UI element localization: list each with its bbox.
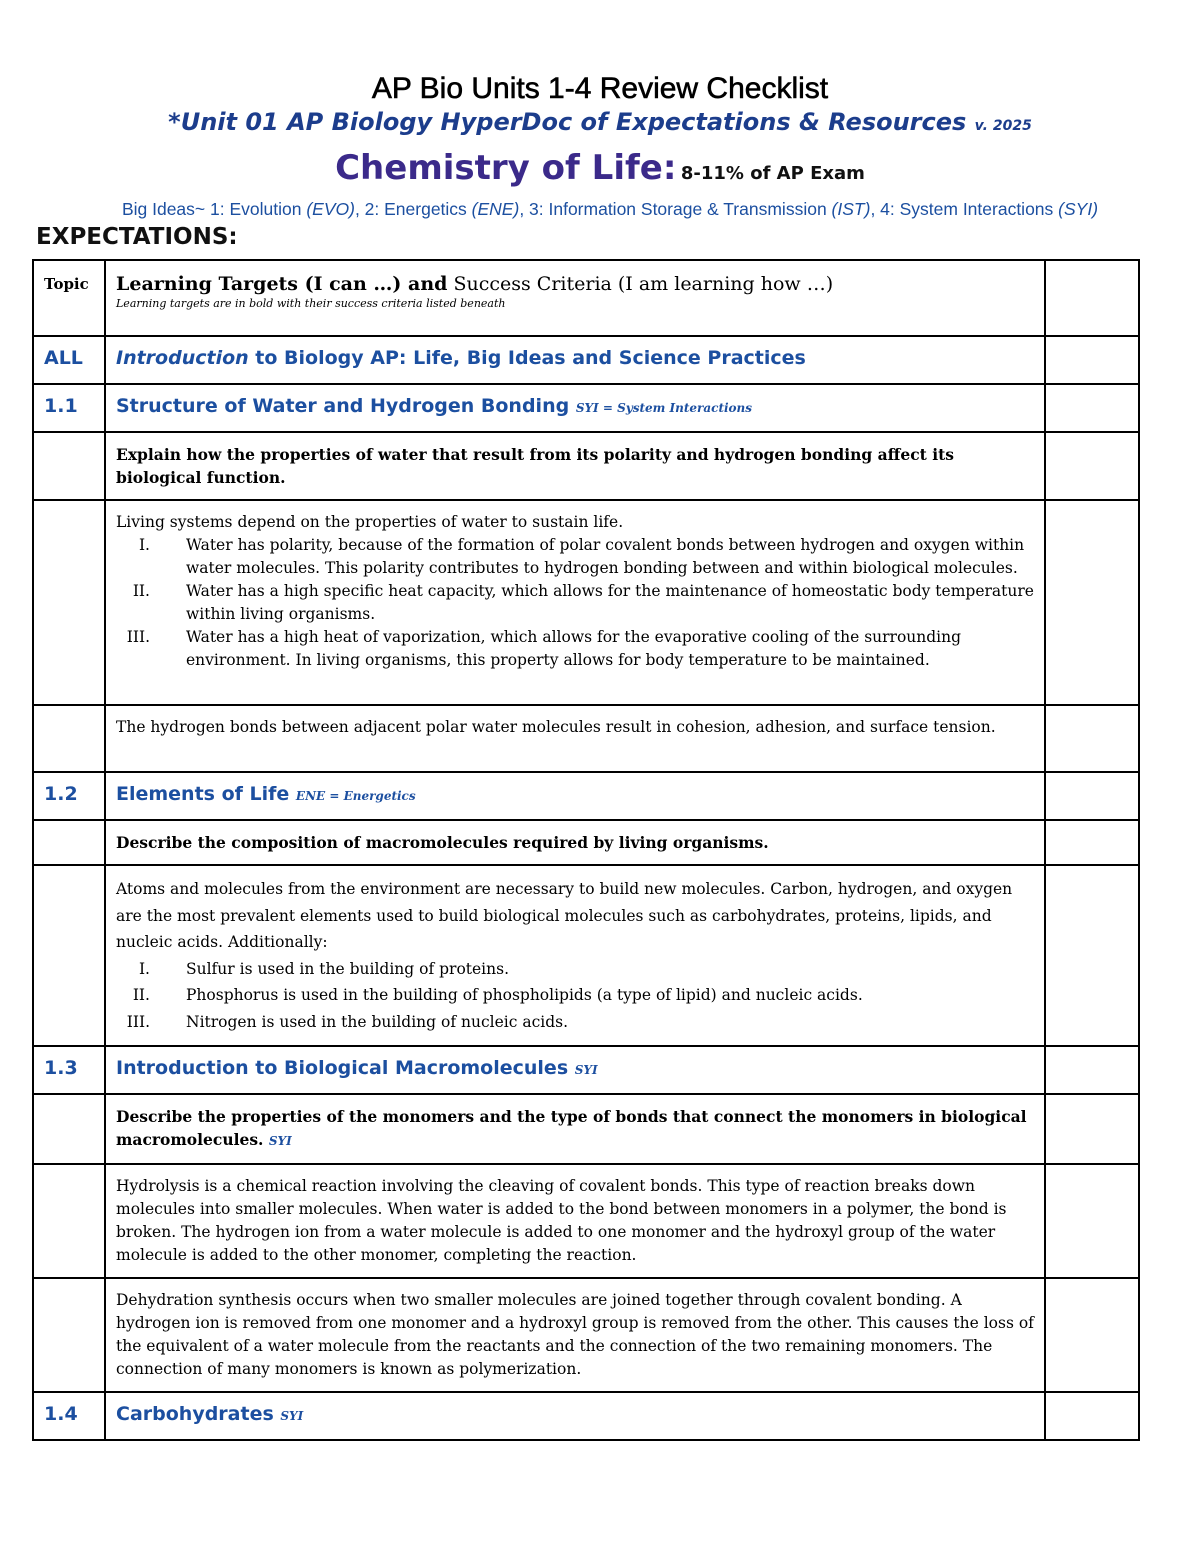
empty-topic-cell xyxy=(33,1094,105,1164)
checkbox-cell[interactable] xyxy=(1045,1164,1139,1278)
expectations-heading: EXPECTATIONS: xyxy=(36,224,238,250)
checkbox-cell[interactable] xyxy=(1045,1278,1139,1392)
empty-topic-cell xyxy=(33,865,105,1046)
topic-header: Topic xyxy=(44,275,89,293)
checkbox-cell[interactable] xyxy=(1045,865,1139,1046)
list-text: Water has a high heat of vaporization, which allows for the evaporative cooling of the surrounding environment. In living organisms, this property allows for body temperature to be maintained. xyxy=(186,628,962,669)
big-idea-3-abbr: (IST) xyxy=(831,199,871,219)
criteria-row xyxy=(33,1164,1139,1278)
table-header-row xyxy=(33,260,1139,336)
section-num: 1.4 xyxy=(44,1403,78,1425)
big-idea-1: Big Ideas~ 1: Evolution xyxy=(121,199,307,219)
list-num: III. xyxy=(126,628,150,646)
list-num: II. xyxy=(132,582,150,600)
target-row xyxy=(33,820,1139,865)
big-idea-4: , 4: System Interactions xyxy=(870,199,1059,219)
list-item xyxy=(116,1009,1034,1036)
target-text: Describe the properties of the monomers and the type of bonds that connect the monomers in biological macromolecules. xyxy=(116,1107,1027,1149)
section-num-cell xyxy=(33,384,105,432)
success-criteria: Hydrolysis is a chemical reaction involving the cleaving of covalent bonds. This type of reaction breaks down molecules into smaller molecules. When water is added to the bond between monomers in a polymer, the bond is broken. The hydrogen ion from a water molecule is added to one monomer and the hydroxyl group of the water molecule is added to the other monomer, completing the reaction. xyxy=(116,1177,1007,1264)
section-num: 1.1 xyxy=(44,395,78,417)
criteria-cell xyxy=(105,1164,1045,1278)
list-item xyxy=(116,626,1034,672)
empty-topic-cell xyxy=(33,1164,105,1278)
big-idea-tag: SYI xyxy=(574,1063,598,1077)
big-idea-2-abbr: (ENE) xyxy=(471,199,520,219)
criteria-row xyxy=(33,1278,1139,1392)
section-num-cell xyxy=(33,772,105,820)
criteria-cell xyxy=(105,1278,1045,1392)
criteria-list xyxy=(116,534,1034,672)
section-row-1-2 xyxy=(33,772,1139,820)
list-text: Nitrogen is used in the building of nucleic acids. xyxy=(186,1012,569,1031)
section-row-all xyxy=(33,336,1139,384)
section-num-cell xyxy=(33,336,105,384)
version-label: v. 2025 xyxy=(974,118,1032,134)
checkbox-cell[interactable] xyxy=(1045,432,1139,500)
empty-topic-cell xyxy=(33,1278,105,1392)
big-idea-tag: ENE = Energetics xyxy=(295,789,416,803)
target-cell xyxy=(105,432,1045,500)
section-title-cell xyxy=(105,1392,1045,1440)
page-title: AP Bio Units 1-4 Review Checklist xyxy=(371,72,829,105)
checkbox-cell[interactable] xyxy=(1045,1392,1139,1440)
unit-heading xyxy=(0,148,1200,188)
list-num: I. xyxy=(138,959,150,978)
list-num: I. xyxy=(138,536,150,554)
list-text: Sulfur is used in the building of proteins. xyxy=(186,959,510,978)
section-title-text: Structure of Water and Hydrogen Bonding xyxy=(116,395,576,417)
criteria-row xyxy=(33,865,1139,1046)
section-row-1-3 xyxy=(33,1046,1139,1094)
learning-target: Describe the composition of macromolecules required by living organisms. xyxy=(116,833,769,852)
topic-header-cell xyxy=(33,260,105,336)
empty-topic-cell xyxy=(33,820,105,865)
checkbox-cell[interactable] xyxy=(1045,1046,1139,1094)
list-text: Water has polarity, because of the formation of polar covalent bonds between hydrogen and oxygen within water molecules. This polarity contributes to hydrogen bonding between and within biological molecules. xyxy=(186,536,1025,577)
list-num: III. xyxy=(126,1012,150,1031)
section-row-1-4 xyxy=(33,1392,1139,1440)
checkbox-cell[interactable] xyxy=(1045,705,1139,772)
section-title xyxy=(106,337,1044,369)
checkbox-cell[interactable] xyxy=(1045,500,1139,705)
big-idea-tag: SYI xyxy=(268,1134,292,1148)
lt-header-plain: Success Criteria (I am learning how …) xyxy=(447,273,834,295)
criteria-cell xyxy=(105,865,1045,1046)
target-row xyxy=(33,432,1139,500)
target-cell xyxy=(105,820,1045,865)
section-title xyxy=(106,1393,1044,1425)
criteria-intro: Living systems depend on the properties of water to sustain life. xyxy=(116,513,624,531)
list-item xyxy=(116,534,1034,580)
section-title-cell xyxy=(105,772,1045,820)
learning-target: Explain how the properties of water that result from its polarity and hydrogen bonding affect its biological function. xyxy=(116,445,954,487)
success-criteria xyxy=(106,501,1044,682)
empty-topic-cell xyxy=(33,705,105,772)
big-idea-1-abbr: (EVO) xyxy=(306,199,355,219)
criteria-cell xyxy=(105,705,1045,772)
section-num-cell xyxy=(33,1392,105,1440)
learning-targets-header-cell xyxy=(105,260,1045,336)
section-title-em: Introduction xyxy=(116,347,249,369)
section-title-text: Introduction to Biological Macromolecules xyxy=(116,1057,575,1079)
big-idea-4-abbr: (SYI) xyxy=(1058,199,1099,219)
checklist-table xyxy=(32,259,1140,1441)
section-num: ALL xyxy=(44,347,83,369)
checkbox-cell[interactable] xyxy=(1045,1094,1139,1164)
checkbox-cell[interactable] xyxy=(1045,772,1139,820)
subtitle-text: *Unit 01 AP Biology HyperDoc of Expectations & Resources xyxy=(168,108,967,136)
big-idea-tag: SYI xyxy=(280,1409,304,1423)
success-criteria: Dehydration synthesis occurs when two smaller molecules are joined together through covalent bonding. A hydrogen ion is removed from one monomer and a hydroxyl group is removed from the other. This causes the loss of the equivalent of a water molecule from the reactants and the connection of the two remaining monomers. The connection of many monomers is known as polymerization. xyxy=(116,1291,1034,1378)
section-num-cell xyxy=(33,1046,105,1094)
criteria-intro: Atoms and molecules from the environment are necessary to build new molecules. Carbon, hydrogen, and oxygen are the most prevalent elements used to build biological molecules such as carbohydrates, proteins, lipids, and nucleic acids. Additionally: xyxy=(116,880,1013,951)
list-item xyxy=(116,982,1034,1009)
empty-topic-cell xyxy=(33,432,105,500)
learning-target xyxy=(106,1095,1044,1163)
checkbox-cell[interactable] xyxy=(1045,336,1139,384)
section-title-cell xyxy=(105,1046,1045,1094)
unit-title: Chemistry of Life: xyxy=(335,148,677,188)
exam-weight: 8-11% of AP Exam xyxy=(680,163,865,184)
criteria-list xyxy=(116,956,1034,1036)
lt-header-note: Learning targets are in bold with their success criteria listed beneath xyxy=(116,297,506,310)
list-text: Phosphorus is used in the building of phospholipids (a type of lipid) and nucleic acids. xyxy=(186,986,863,1004)
empty-topic-cell xyxy=(33,500,105,705)
criteria-row xyxy=(33,500,1139,705)
section-title xyxy=(106,1047,1044,1079)
target-cell xyxy=(105,1094,1045,1164)
big-ideas-line xyxy=(0,199,1200,220)
criteria-cell xyxy=(105,500,1045,705)
success-criteria xyxy=(106,866,1044,1045)
list-num: II. xyxy=(132,986,150,1004)
page-subtitle xyxy=(0,108,1200,136)
checkbox-cell[interactable] xyxy=(1045,820,1139,865)
big-idea-3: , 3: Information Storage & Transmission xyxy=(519,199,832,219)
list-item xyxy=(116,580,1034,626)
section-title xyxy=(106,385,1044,417)
section-num: 1.2 xyxy=(44,783,78,805)
section-row-1-1 xyxy=(33,384,1139,432)
list-item xyxy=(116,956,1034,983)
success-criteria: The hydrogen bonds between adjacent polar water molecules result in cohesion, adhesion, and surface tension. xyxy=(116,718,996,736)
checkbox-cell[interactable] xyxy=(1045,384,1139,432)
section-title-cell xyxy=(105,336,1045,384)
criteria-row xyxy=(33,705,1139,772)
list-text: Water has a high specific heat capacity, which allows for the maintenance of homeostatic body temperature within living organisms. xyxy=(186,582,1034,623)
section-title-text: Carbohydrates xyxy=(116,1403,281,1425)
section-num: 1.3 xyxy=(44,1057,78,1079)
big-idea-tag: SYI = System Interactions xyxy=(575,401,753,415)
section-title-text: Elements of Life xyxy=(116,783,296,805)
section-title-cell xyxy=(105,384,1045,432)
checkbox-cell[interactable] xyxy=(1045,260,1139,336)
section-title-rest: to Biology AP: Life, Big Ideas and Science Practices xyxy=(248,347,806,369)
lt-header-bold: Learning Targets (I can …) and xyxy=(116,273,448,295)
big-idea-2: , 2: Energetics xyxy=(354,199,472,219)
section-title xyxy=(106,773,1044,805)
target-row xyxy=(33,1094,1139,1164)
